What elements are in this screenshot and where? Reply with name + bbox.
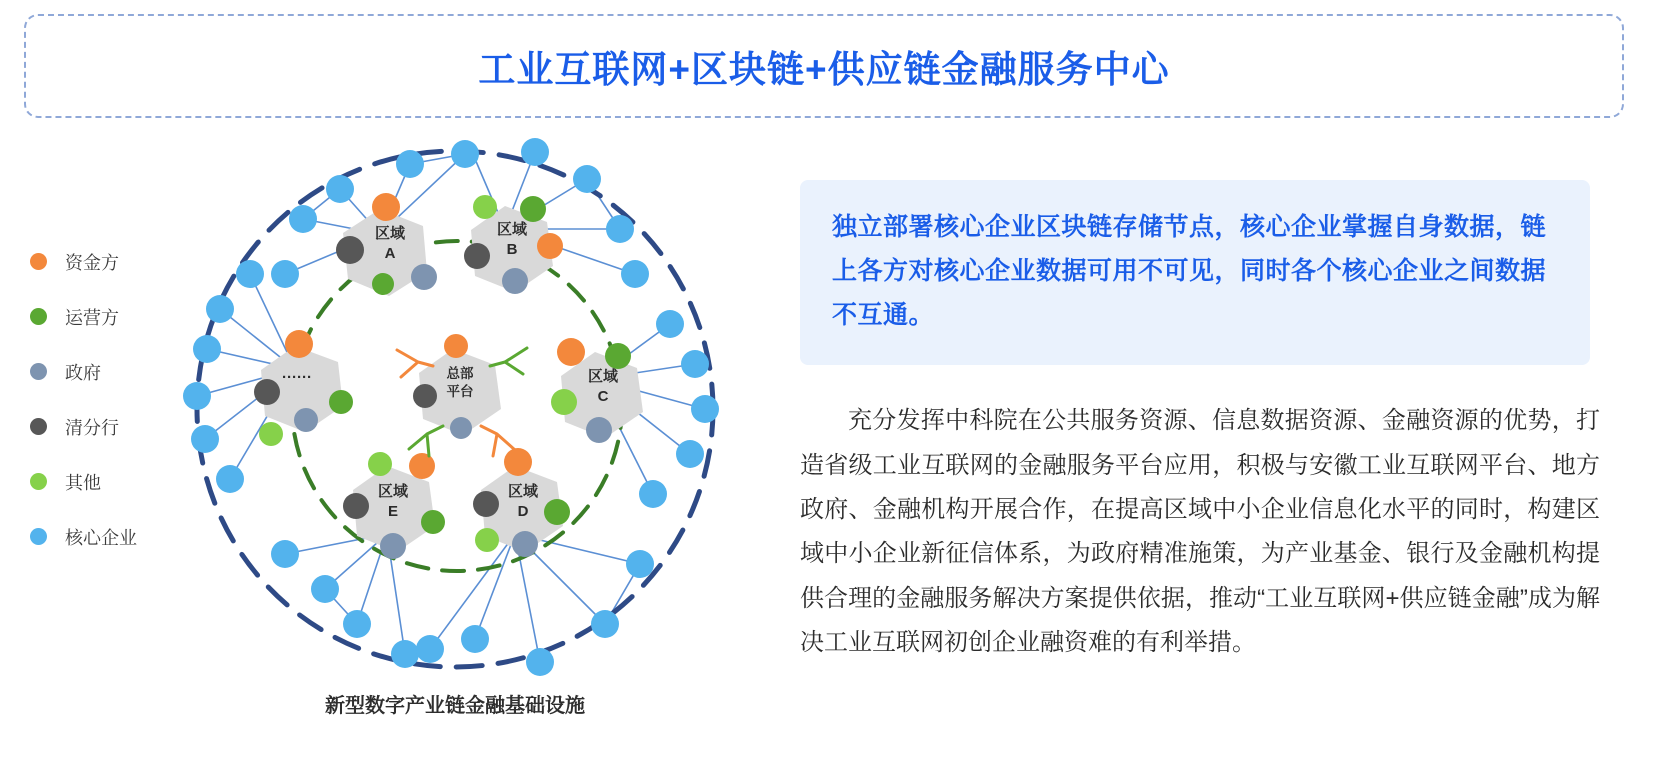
center-node-clearing — [413, 384, 437, 408]
cluster-a-label-line2: A — [384, 245, 396, 262]
cluster-center-hq — [413, 334, 501, 439]
cluster-d-node-other — [475, 528, 499, 552]
cluster-b-label-line1: 区域 — [496, 221, 528, 238]
cluster-region-e — [343, 452, 445, 559]
cluster-region-c — [551, 338, 643, 443]
cluster-c-label-line2: C — [597, 388, 609, 405]
center-node-government — [450, 417, 472, 439]
cluster-e-node-clearing — [343, 493, 369, 519]
cluster-e-label-line2: E — [387, 503, 399, 520]
text-panel — [800, 180, 1630, 666]
callout-text: 独立部署核心企业区块链存储节点，核心企业掌握自身数据，链上各方对核心企业数据可用不可见，同时各个核心企业之间数据不互通。 — [832, 213, 1547, 329]
cluster-e-label-line1: 区域 — [377, 483, 409, 500]
cluster-b-label-line2: B — [506, 241, 518, 258]
legend-label-funder: 资金方 — [65, 252, 119, 273]
cluster-more-node-government — [294, 408, 318, 432]
center-hq-label-line1: 总部 — [446, 366, 474, 381]
cluster-b-node-other — [473, 195, 497, 219]
cluster-d-label-line2: D — [517, 503, 529, 520]
page-title: 工业互联网+区块链+供应链金融服务中心 — [478, 49, 1170, 90]
legend-color-swatch-operator — [30, 308, 47, 325]
legend-label-core-enterprise: 核心企业 — [65, 527, 137, 548]
legend-label-other: 其他 — [65, 472, 101, 493]
cluster-e-node-government — [380, 533, 406, 559]
title-banner — [24, 14, 1624, 118]
network-diagram-svg — [175, 134, 735, 694]
cluster-b-node-operator — [520, 196, 546, 222]
cluster-a-node-operator — [372, 273, 394, 295]
cluster-d-node-operator — [544, 499, 570, 525]
center-hq-label-line2: 平台 — [446, 384, 474, 399]
cluster-more-node-clearing — [254, 379, 280, 405]
legend-color-swatch-government — [30, 363, 47, 380]
cluster-c-node-funder — [557, 338, 585, 366]
cluster-b-node-funder — [537, 233, 563, 259]
diagram-panel — [0, 134, 790, 782]
cluster-d-node-funder — [504, 448, 532, 476]
legend-color-swatch-clearing-bank — [30, 418, 47, 435]
cluster-e-node-funder — [409, 453, 435, 479]
network-diagram — [175, 134, 735, 734]
cluster-a-node-clearing — [336, 236, 364, 264]
center-node-funder — [444, 334, 468, 358]
cluster-c-node-government — [586, 417, 612, 443]
cluster-a-label-line1: 区域 — [374, 225, 406, 242]
legend-color-swatch-other — [30, 473, 47, 490]
cluster-d-label-line1: 区域 — [507, 483, 539, 500]
cluster-a-node-government — [411, 264, 437, 290]
cluster-more-node-funder — [285, 330, 313, 358]
legend-label-government: 政府 — [65, 362, 101, 383]
body-paragraph: 充分发挥中科院在公共服务资源、信息数据资源、金融资源的优势，打造省级工业互联网的金融服务平台应用，积极与安徽工业互联网平台、地方政府、金融机构开展合作，在提高区域中小企业信息化水平的同时，构建区域中小企业新征信体系，为政府精准施策，为产业基金、银行及金融机构提供合理的金融服务解决方案提供依据，推动“工业互联网+供应链金融”成为解决工业互联网初创企业融资难的有利举措。 — [800, 407, 1600, 657]
cluster-more-node-other — [259, 422, 283, 446]
callout-box — [800, 180, 1590, 365]
cluster-more-label: ······ — [282, 369, 312, 386]
cluster-e-node-other — [368, 452, 392, 476]
legend-label-operator: 运营方 — [65, 307, 119, 328]
legend-color-swatch-funder — [30, 253, 47, 270]
legend-label-clearing-bank: 清分行 — [65, 417, 119, 438]
legend-color-swatch-core-enterprise — [30, 528, 47, 545]
cluster-d-node-government — [512, 531, 538, 557]
cluster-b-node-clearing — [464, 243, 490, 269]
cluster-c-node-operator — [605, 343, 631, 369]
cluster-d-node-clearing — [473, 491, 499, 517]
cluster-a-node-funder — [372, 193, 400, 221]
cluster-more-node-operator — [329, 390, 353, 414]
cluster-e-node-operator — [421, 510, 445, 534]
cluster-region-b — [464, 195, 563, 294]
cluster-b-node-government — [502, 268, 528, 294]
cluster-c-node-other — [551, 389, 577, 415]
body-text-block — [800, 399, 1600, 665]
diagram-caption: 新型数字产业链金融基础设施 — [325, 695, 585, 717]
cluster-c-label-line1: 区域 — [587, 368, 619, 385]
